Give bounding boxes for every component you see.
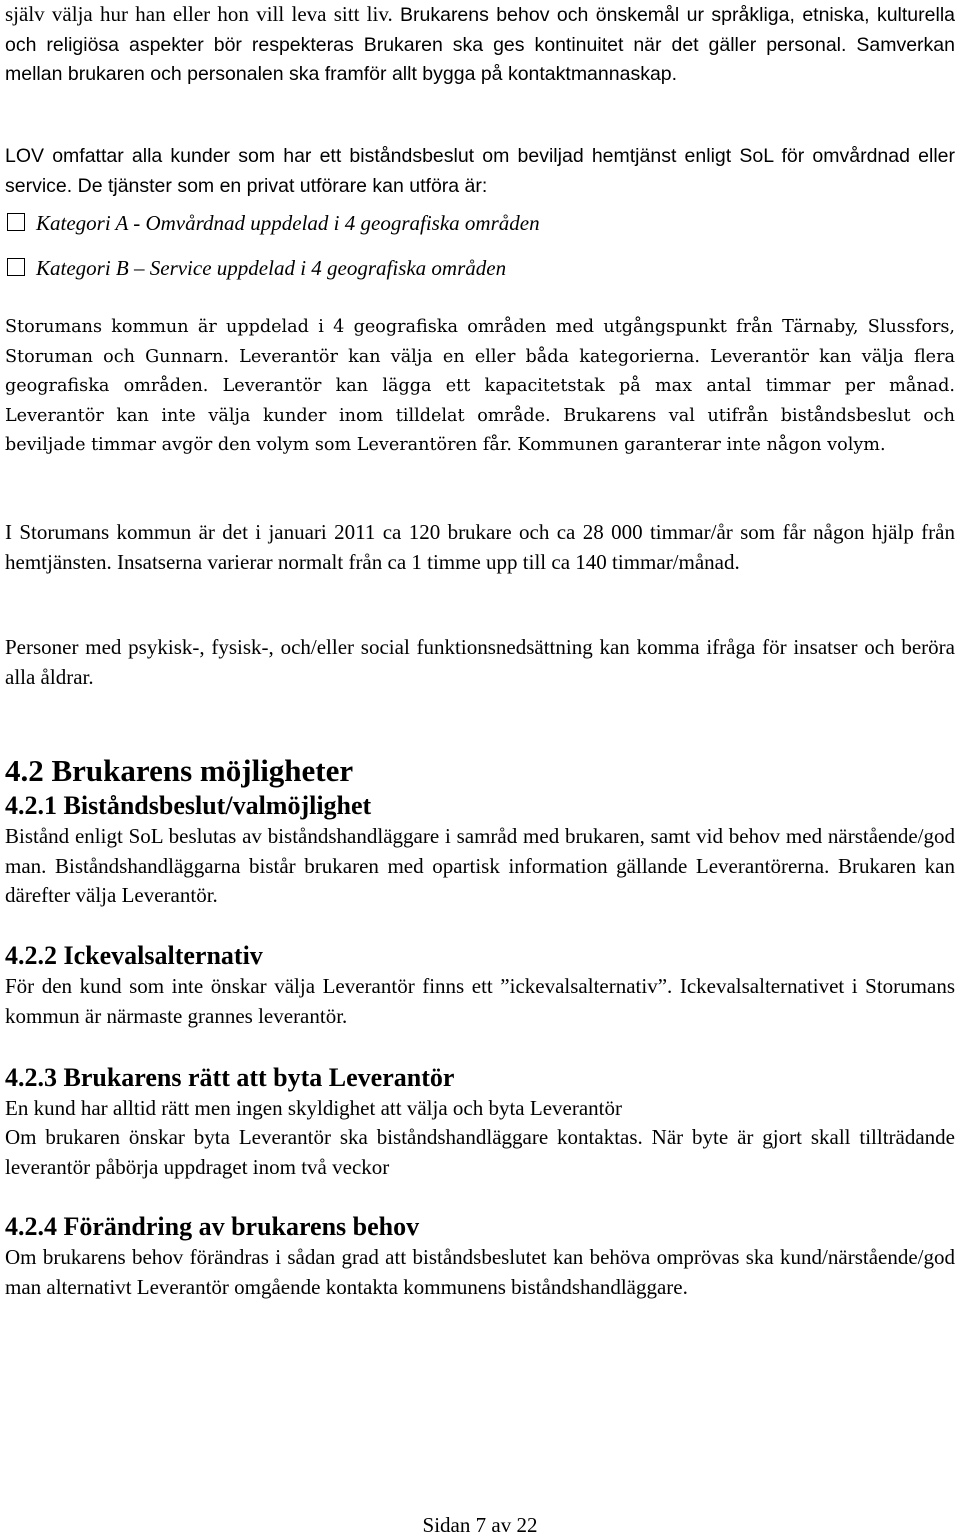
intro-text-serif: själv välja hur han eller hon vill leva sitt liv. (5, 2, 400, 26)
lov-text-a: LOV omfattar alla kunder som har ett biståndsbeslut om beviljad hemtjänst enligt SoL för omvårdnad eller service. (5, 145, 955, 197)
category-b-label: Kategori B – Service uppdelad i 4 geografiska områden (36, 256, 507, 280)
subsection-body-4-2-2: För den kund som inte önskar välja Leverantör finns ett ”ickevalsalternativ”. Ickevalsalternativet i Storumans kommun är närmaste grannes leverantör. (5, 974, 955, 1028)
intro-text-sans: Brukarens behov och önskemål ur språkliga, etniska, kulturella och religiösa aspekter bör respekteras Brukaren ska ges kontinuitet när det gäller personal. Samverkan mellan brukaren och personalen ska framför allt bygga på kontaktmannaskap. (5, 4, 955, 85)
category-a-label: Kategori A - Omvårdnad uppdelad i 4 geografiska områden (36, 211, 540, 235)
category-b-item (5, 253, 506, 283)
lov-text-b: De tjänster som en privat utförare kan utföra är: (72, 174, 488, 197)
subsection-body-4-2-3: Om brukaren önskar byta Leverantör ska biståndshandläggare kontaktas. När byte är gjort skall tillträdande leverantör påbörja uppdraget inom två veckor (5, 1125, 955, 1179)
persons-paragraph: Personer med psykisk-, fysisk-, och/eller social funktionsnedsättning kan komma ifråga för insatser och beröra alla åldrar. (5, 635, 955, 689)
lov-paragraph (5, 142, 955, 201)
subsection-heading-4-2-1: 4.2.1 Biståndsbeslut/valmöjlighet (5, 791, 372, 820)
subsection-heading-4-2-2: 4.2.2 Ickevalsalternativ (5, 941, 263, 970)
stats-paragraph: I Storumans kommun är det i januari 2011 ca 120 brukare och ca 28 000 timmar/år som får någon hjälp från hemtjänsten. Insatserna varierar normalt från ca 1 timme upp till ca 140 timmar/månad. (5, 520, 955, 574)
storuman-paragraph: Storumans kommun är uppdelad i 4 geografiska områden med utgångspunkt från Tärnaby, Slussfors, Storuman och Gunnarn. Leverantör kan välja en eller båda kategorierna. Leverantör kan välja flera geografiska områden. Leverantör kan lägga ett kapacitetstak på max antal timmar per månad. Leverantör kan inte välja kunder inom tilldelat område. Brukarens val utifrån biståndsbeslut och beviljade timmar avgör den volym som Leverantören får. Kommunen garanterar inte någon volym. (5, 317, 955, 455)
intro-paragraph (5, 0, 955, 90)
subsection-body-4-2-4: Om brukarens behov förändras i sådan grad att biståndsbeslutet kan behöva omprövas ska kund/närstående/god man alternativt Leverantör omgående kontakta kommunens biståndshandläggare. (5, 1245, 955, 1299)
section-heading: 4.2 Brukarens möjligheter (5, 753, 354, 788)
category-a-item (5, 208, 540, 238)
checkbox-icon (7, 213, 25, 231)
page-footer: Sidan 7 av 22 (422, 1513, 538, 1537)
subsection-heading-4-2-4: 4.2.4 Förändring av brukarens behov (5, 1212, 420, 1241)
subsection-heading-4-2-3: 4.2.3 Brukarens rätt att byta Leverantör (5, 1063, 455, 1092)
subsection-body-4-2-3-line1: En kund har alltid rätt men ingen skyldighet att välja och byta Leverantör (5, 1096, 622, 1120)
checkbox-icon (7, 258, 25, 276)
subsection-body-4-2-1: Bistånd enligt SoL beslutas av biståndshandläggare i samråd med brukaren, samt vid behov med närstående/god man. Biståndshandläggarna bistår brukaren med opartisk information gällande Leverantörerna. Brukaren kan därefter välja Leverantör. (5, 824, 955, 907)
